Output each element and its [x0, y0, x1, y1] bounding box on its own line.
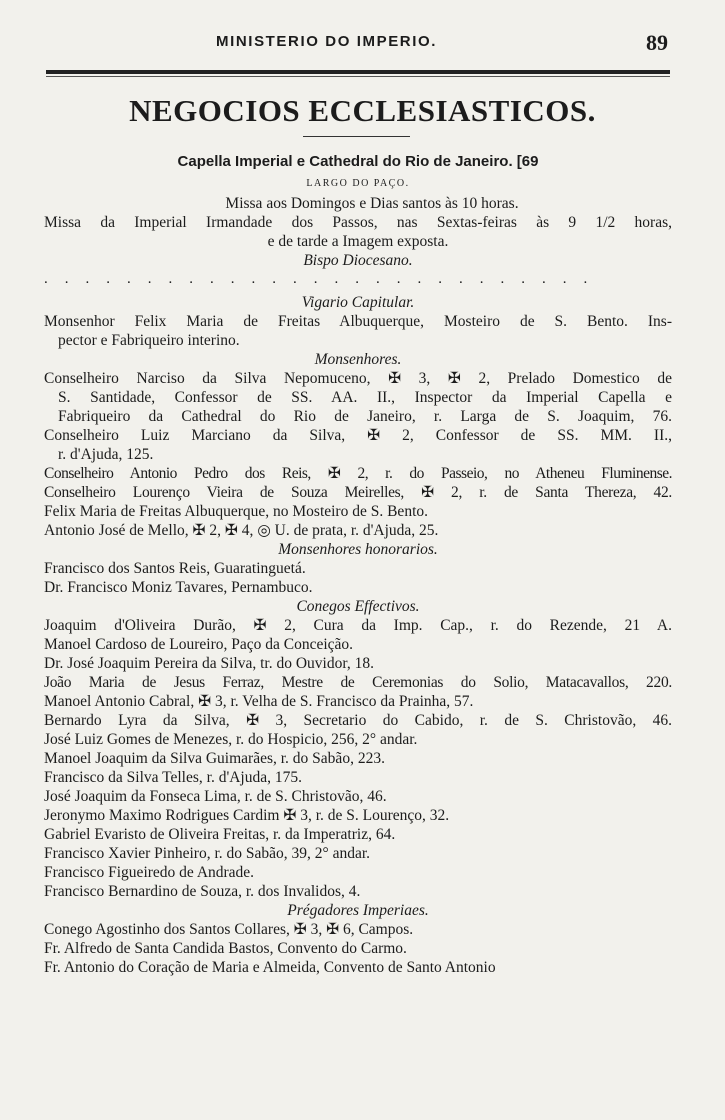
bispo-title: Bispo Diocesano. [303, 252, 413, 269]
entry-line: Manoel Antonio Cabral, ✠ 3, r. Velha de S. Francisco da Prainha, 57. [44, 693, 474, 710]
entry-line: Joaquim d'Oliveira Durão, ✠ 2, Cura da Imp. Cap., r. do Rezende, 21 A. [44, 617, 672, 634]
running-head [0, 30, 725, 56]
entry-line: Jeronymo Maximo Rodrigues Cardim ✠ 3, r. de S. Lourenço, 32. [44, 807, 450, 824]
entry-line: Conselheiro Lourenço Vieira de Souza Meirelles, ✠ 2, r. de Santa Thereza, 42. [44, 484, 672, 501]
entry-line: Fr. Antonio do Coração de Maria e Almeida, Convento de Santo Antonio [44, 959, 496, 976]
entry-line: pector e Fabriqueiro interino. [58, 332, 240, 349]
entry-line: r. d'Ajuda, 125. [58, 446, 154, 463]
bispo-dots: ........................... [44, 271, 605, 287]
mass-line: Missa aos Domingos e Dias santos às 10 horas. [225, 195, 519, 212]
page-body [44, 150, 672, 977]
header-rule [46, 70, 670, 74]
monsenhores-title: Monsenhores. [314, 351, 402, 368]
conegos-title: Conegos Effectivos. [296, 598, 420, 615]
entry-line: Dr. Francisco Moniz Tavares, Pernambuco. [44, 579, 313, 596]
entry-line: Gabriel Evaristo de Oliveira Freitas, r. da Imperatriz, 64. [44, 826, 396, 843]
entry-line: Bernardo Lyra da Silva, ✠ 3, Secretario do Cabido, r. de S. Christovão, 46. [44, 712, 672, 729]
entry-line: Manoel Joaquim da Silva Guimarães, r. do Sabão, 223. [44, 750, 385, 767]
chapel-heading: Capella Imperial e Cathedral do Rio de Janeiro. [69 [177, 153, 539, 170]
entry-line: Conselheiro Antonio Pedro dos Reis, ✠ 2, r. do Passeio, no Atheneu Fluminense. [44, 465, 672, 482]
mass-line: e de tarde a Imagem exposta. [267, 233, 449, 250]
running-title: MINISTERIO DO IMPERIO. [216, 33, 438, 50]
mass-line: Missa da Imperial Irmandade dos Passos, nas Sextas-feiras às 9 1/2 horas, [44, 214, 672, 231]
honorarios-title: Monsenhores honorarios. [278, 541, 438, 558]
header-rule-thin [46, 76, 670, 77]
entry-line: Francisco da Silva Telles, r. d'Ajuda, 175. [44, 769, 302, 786]
pregadores-title: Prégadores Imperiaes. [287, 902, 429, 919]
entry-line: Felix Maria de Freitas Albuquerque, no Mosteiro de S. Bento. [44, 503, 428, 520]
entry-line: Monsenhor Felix Maria de Freitas Albuquerque, Mosteiro de S. Bento. Ins- [44, 313, 672, 330]
entry-line: Fabriqueiro da Cathedral do Rio de Janeiro, r. Larga de S. Joaquim, 76. [58, 408, 672, 425]
page-number: 89 [646, 30, 668, 55]
entry-line: Francisco dos Santos Reis, Guaratinguetá. [44, 560, 306, 577]
entry-line: Fr. Alfredo de Santa Candida Bastos, Convento do Carmo. [44, 940, 407, 957]
entry-line: Antonio José de Mello, ✠ 2, ✠ 4, ◎ U. de prata, r. d'Ajuda, 25. [44, 522, 439, 539]
chapel-location: LARGO DO PAÇO. [306, 178, 410, 189]
entry-line: Conego Agostinho dos Santos Collares, ✠ 3, ✠ 6, Campos. [44, 921, 414, 938]
entry-line: Dr. José Joaquim Pereira da Silva, tr. do Ouvidor, 18. [44, 655, 375, 672]
section-title: NEGOCIOS ECCLESIASTICOS. [129, 93, 596, 128]
entry-line: Manoel Cardoso de Loureiro, Paço da Conceição. [44, 636, 354, 653]
entry-line: Francisco Bernardino de Souza, r. dos Invalidos, 4. [44, 883, 361, 900]
entry-line: Conselheiro Narciso da Silva Nepomuceno, ✠ 3, ✠ 2, Prelado Domestico de [44, 370, 672, 387]
entry-line: Francisco Xavier Pinheiro, r. do Sabão, 39, 2° andar. [44, 845, 371, 862]
title-underline [303, 136, 410, 137]
vigario-title: Vigario Capitular. [301, 294, 415, 311]
entry-line: José Joaquim da Fonseca Lima, r. de S. Christovão, 46. [44, 788, 387, 805]
entry-line: João Maria de Jesus Ferraz, Mestre de Ceremonias do Solio, Matacavallos, 220. [44, 674, 672, 691]
entry-line: Conselheiro Luiz Marciano da Silva, ✠ 2, Confessor de SS. MM. II., [44, 427, 672, 444]
entry-line: S. Santidade, Confessor de SS. AA. II., Inspector da Imperial Capella e [58, 389, 672, 406]
entry-line: Francisco Figueiredo de Andrade. [44, 864, 255, 881]
entry-line: José Luiz Gomes de Menezes, r. do Hospicio, 256, 2° andar. [44, 731, 418, 748]
